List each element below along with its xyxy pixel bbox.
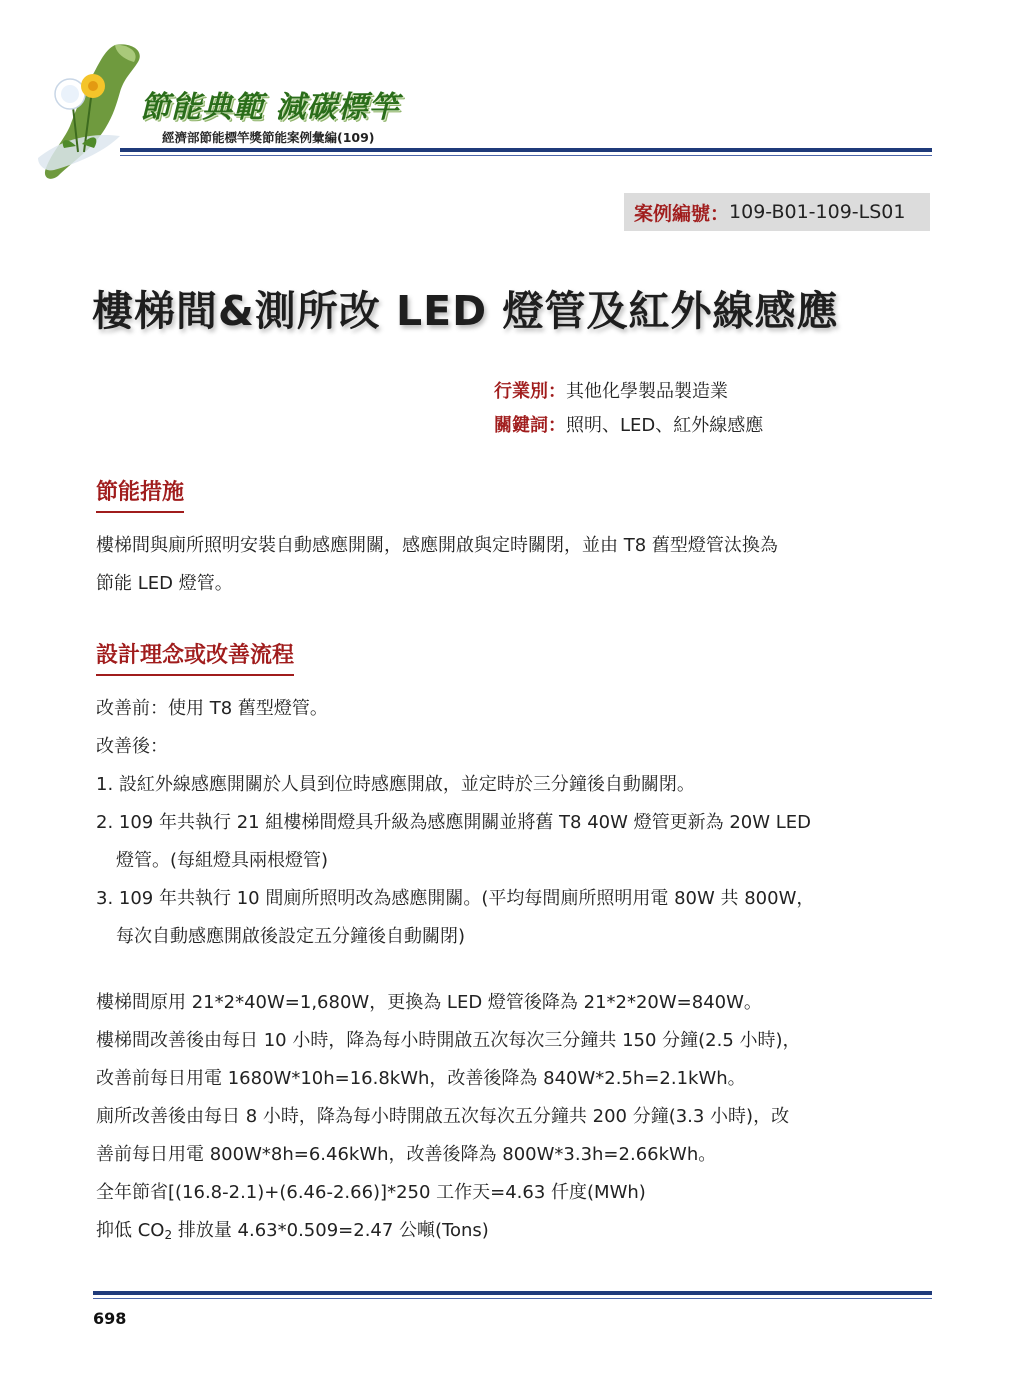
calc-line: 樓梯間改善後由每日 10 小時，降為每小時開啟五次每次三分鐘共 150 分鐘(2.5 小時)，	[96, 1030, 801, 1051]
case-number-box	[624, 193, 930, 231]
co2-prefix: 抑低 CO	[96, 1220, 165, 1241]
case-number-label: 案例編號：	[634, 202, 730, 225]
paragraph-line: 節能 LED 燈管。	[96, 573, 233, 594]
keywords-label: 關鍵詞：	[494, 415, 566, 436]
co2-subscript: 2	[164, 1228, 173, 1242]
list-item: 1. 設紅外線感應開關於人員到位時感應開啟，並定時於三分鐘後自動關閉。	[96, 774, 695, 795]
list-item: 2. 109 年共執行 21 組樓梯間燈具升級為感應開關並將舊 T8 40W 燈管更新為 20W LED	[96, 812, 812, 833]
section-body-measures	[96, 527, 936, 603]
header-divider-thin	[120, 155, 932, 156]
calc-line: 樓梯間原用 21*2*40W=1,680W，更換為 LED 燈管後降為 21*2*20W=840W。	[96, 992, 762, 1013]
keywords-row	[494, 411, 763, 437]
footer-divider	[93, 1291, 932, 1295]
calculation-block	[96, 984, 936, 1254]
co2-suffix: 排放量 4.63*0.509=2.47 公噸(Tons)	[172, 1220, 489, 1241]
list-item: 3. 109 年共執行 10 間廁所照明改為感應開關。(平均每間廁所照明用電 80W 共 800W，	[96, 888, 815, 909]
keywords-value: 照明、LED、紅外線感應	[566, 415, 764, 436]
before-improvement: 改善前：使用 T8 舊型燈管。	[96, 698, 328, 719]
brand-title: 節能典範 減碳標竿	[140, 90, 400, 125]
calc-line: 全年節省[(16.8-2.1)+(6.46-2.66)]*250 工作天=4.63 仟度(MWh)	[96, 1182, 646, 1203]
industry-value: 其他化學製品製造業	[566, 381, 728, 402]
footer-divider-thin	[93, 1298, 932, 1299]
list-item-continuation: 每次自動感應開啟後設定五分鐘後自動關閉)	[116, 926, 466, 947]
brand-subtitle: 經濟部節能標竿獎節能案例彙編(109)	[162, 130, 375, 145]
section-heading-design: 設計理念或改善流程	[96, 638, 294, 676]
section-heading-measures: 節能措施	[96, 475, 184, 513]
list-item-continuation: 燈管。(每組燈具兩根燈管)	[116, 850, 329, 871]
page-number: 698	[93, 1309, 127, 1328]
paragraph-line: 樓梯間與廁所照明安裝自動感應開關，感應開啟與定時關閉，並由 T8 舊型燈管汰換為	[96, 535, 778, 556]
calc-line: 善前每日用電 800W*8h=6.46kWh，改善後降為 800W*3.3h=2.66kWh。	[96, 1144, 717, 1165]
calc-line: 廁所改善後由每日 8 小時，降為每小時開啟五次每次五分鐘共 200 分鐘(3.3 小時)，改	[96, 1106, 790, 1127]
document-title: 樓梯間&測所改 LED 燈管及紅外線感應	[92, 287, 839, 335]
industry-label: 行業別：	[494, 381, 566, 402]
after-improvement: 改善後：	[96, 736, 168, 757]
header-divider	[120, 148, 932, 152]
industry-row	[494, 377, 728, 403]
co2-line	[96, 1212, 936, 1254]
section-body-design	[96, 690, 936, 956]
calc-line: 改善前每日用電 1680W*10h=16.8kWh，改善後降為 840W*2.5h=2.1kWh。	[96, 1068, 746, 1089]
case-number-value: 109-B01-109-LS01	[729, 201, 906, 223]
